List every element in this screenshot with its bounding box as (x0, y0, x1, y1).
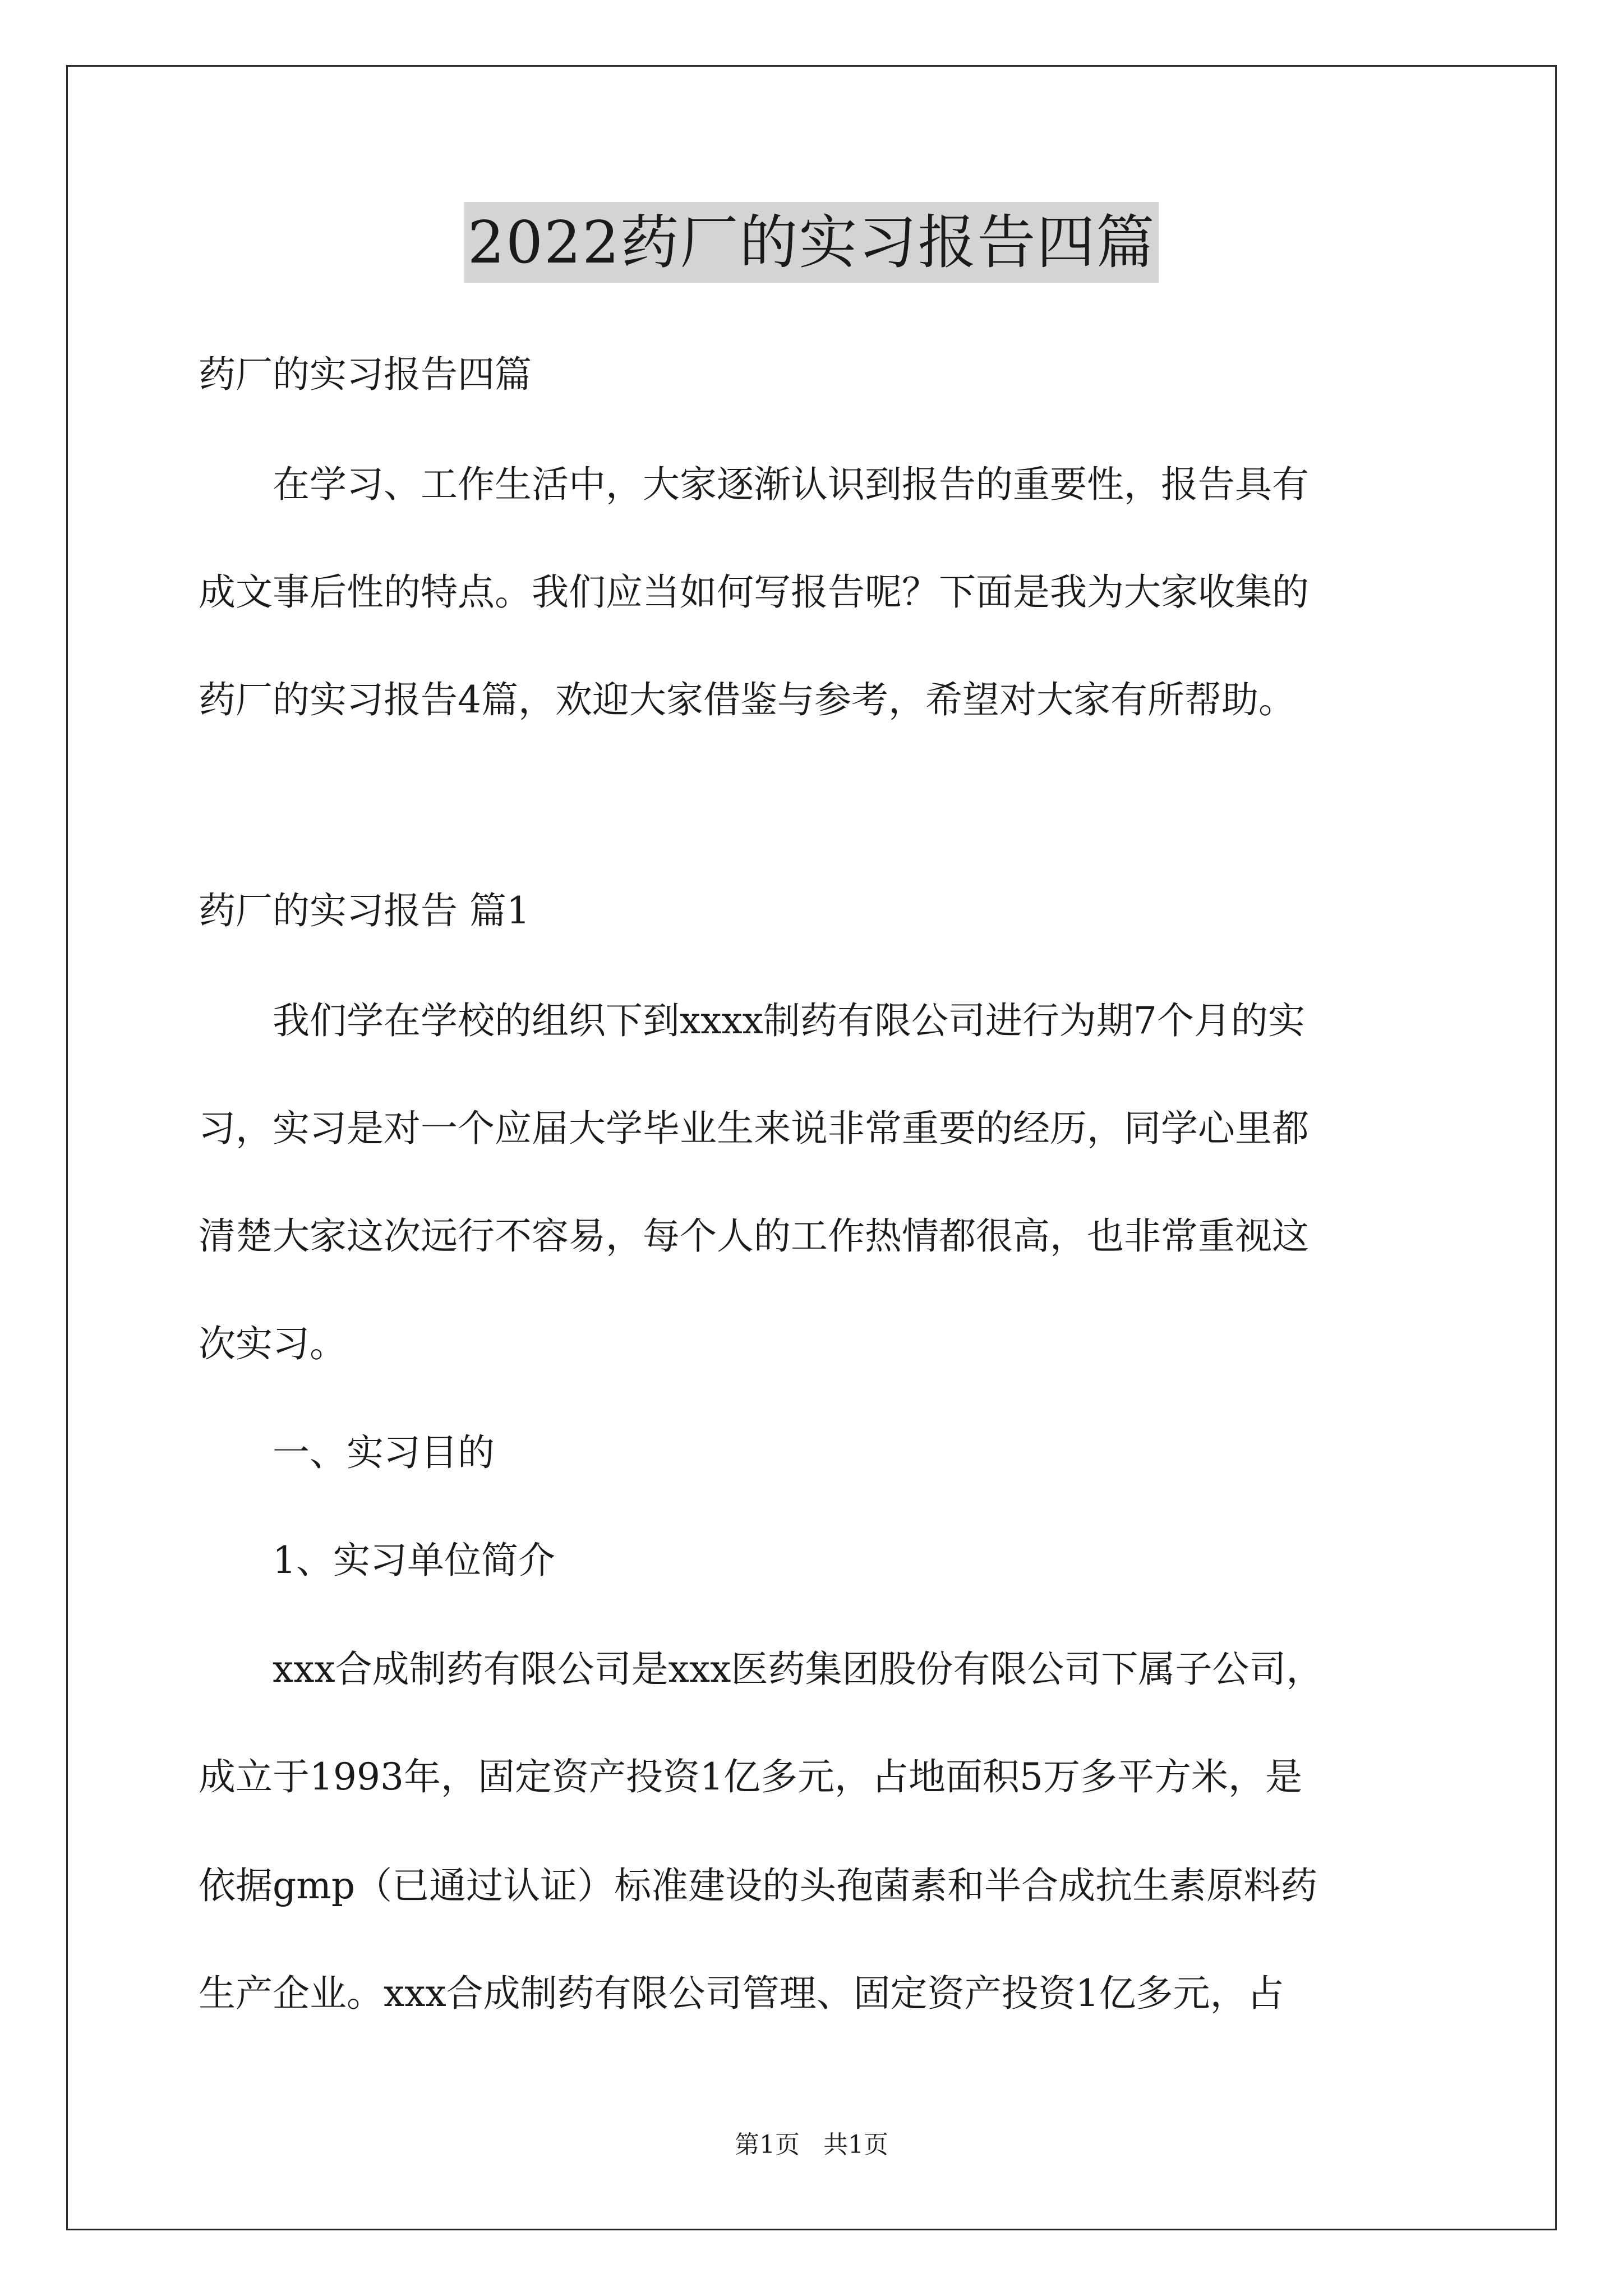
paragraph-line: 药厂的实习报告4篇，欢迎大家借鉴与参考，希望对大家有所帮助。 (199, 678, 1295, 721)
subtitle-line: 药厂的实习报告四篇 (199, 353, 532, 396)
page-footer (0, 2129, 1623, 2161)
paragraph-line: 清楚大家这次远行不容易，每个人的工作热情都很高，也非常重视这 (199, 1214, 1309, 1258)
paragraph-line: xxx合成制药有限公司是xxx医药集团股份有限公司下属子公司， (199, 1648, 1324, 1691)
subheading-line: 一、实习目的 (199, 1431, 495, 1474)
subheading-line: 1、实习单位简介 (199, 1539, 555, 1582)
paragraph-line: 成立于1993年，固定资产投资1亿多元，占地面积5万多平方米，是 (199, 1755, 1302, 1798)
paragraph-line: 成文事后性的特点。我们应当如何写报告呢？下面是我为大家收集的 (199, 570, 1309, 614)
paragraph-line: 我们学在学校的组织下到xxxx制药有限公司进行为期7个月的实 (199, 999, 1305, 1042)
document-title: 2022药厂的实习报告四篇 (464, 202, 1159, 283)
section-heading: 药厂的实习报告 篇1 (199, 889, 530, 932)
paragraph-line: 依据gmp（已通过认证）标准建设的头孢菌素和半合成抗生素原料药 (199, 1864, 1318, 1907)
paragraph-line: 习，实习是对一个应届大学毕业生来说非常重要的经历，同学心里都 (199, 1107, 1309, 1150)
page-number: 第1页 (735, 2131, 800, 2159)
page-total: 共1页 (823, 2131, 888, 2159)
title-wrap (0, 202, 1623, 283)
paragraph-line: 次实习。 (199, 1322, 347, 1365)
paragraph-line: 在学习、工作生活中，大家逐渐认识到报告的重要性，报告具有 (199, 463, 1309, 506)
paragraph-line: 生产企业。xxx合成制药有限公司管理、固定资产投资1亿多元，占 (199, 1972, 1284, 2015)
